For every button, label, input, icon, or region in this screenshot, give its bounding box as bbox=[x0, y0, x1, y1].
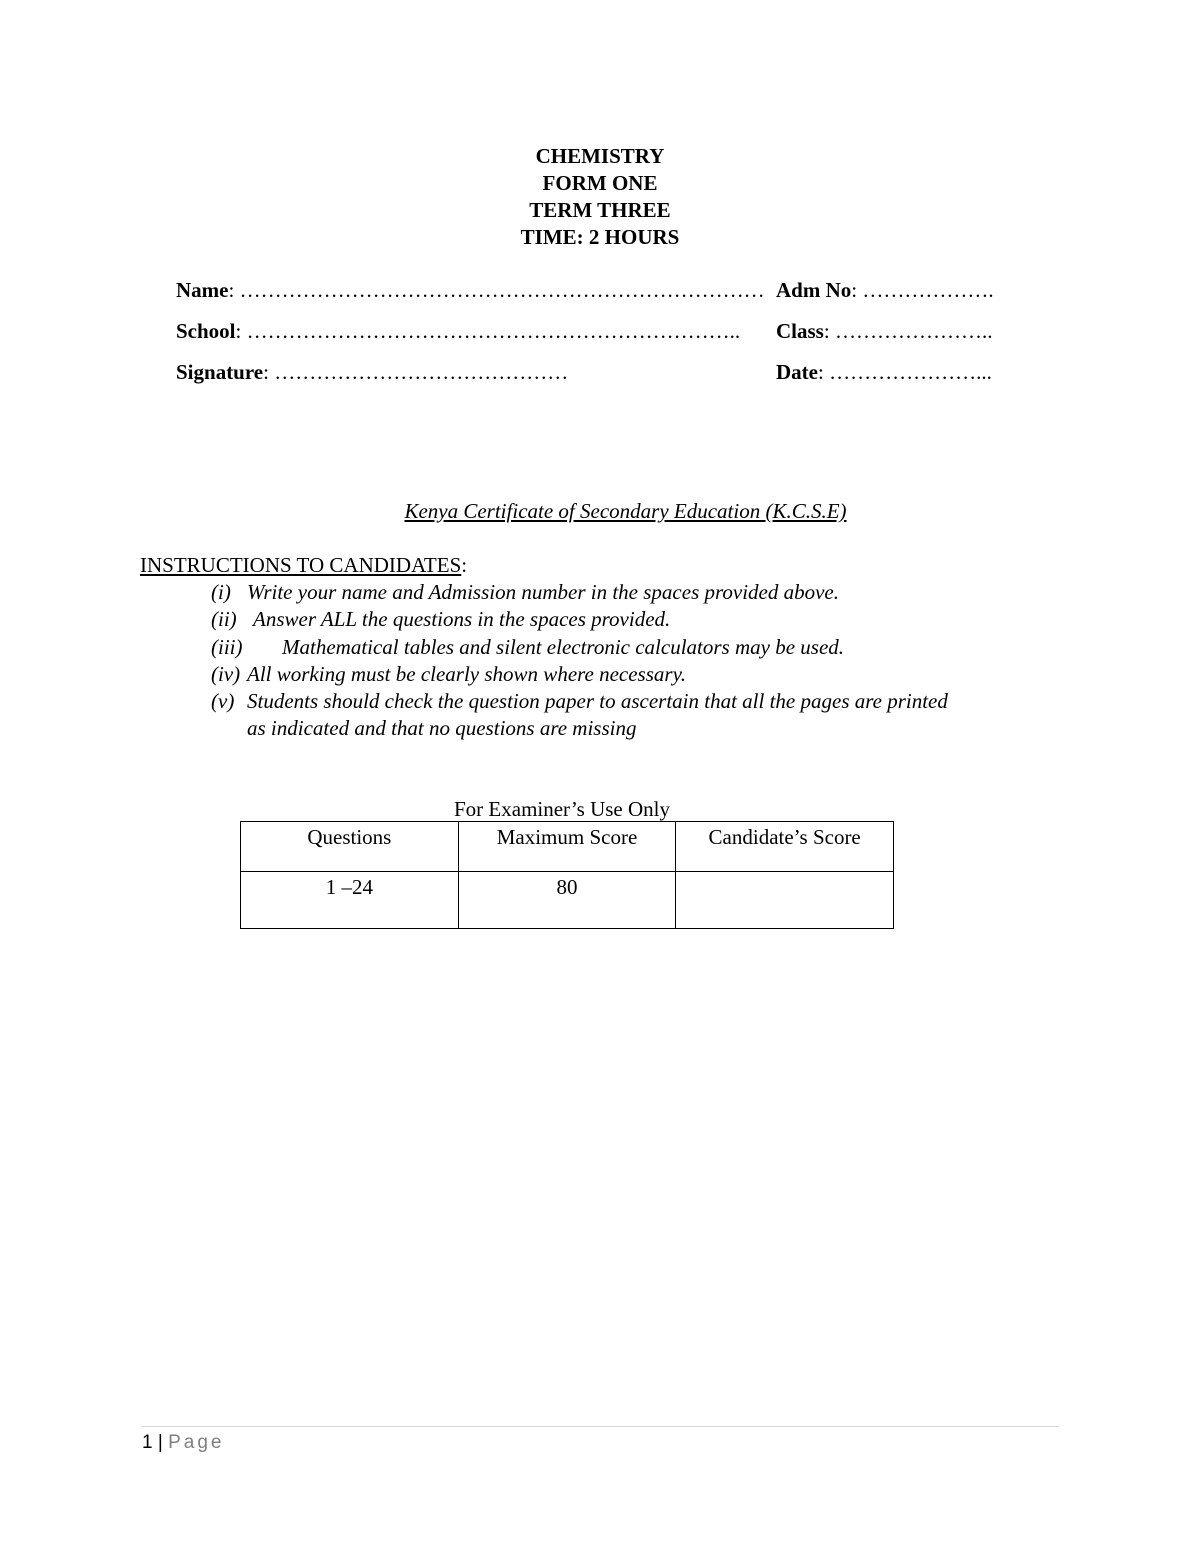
footer-divider bbox=[142, 1426, 1059, 1427]
title-block bbox=[0, 143, 1200, 251]
page-number: 1 bbox=[142, 1432, 153, 1453]
instructions-heading-text: INSTRUCTIONS TO CANDIDATES bbox=[140, 553, 462, 577]
instruction-item bbox=[211, 635, 844, 660]
header-maximum-score: Maximum Score bbox=[458, 822, 676, 872]
instruction-item bbox=[211, 580, 839, 605]
class-field bbox=[776, 319, 992, 344]
instructions-heading bbox=[140, 553, 467, 578]
date-label: Date bbox=[776, 360, 818, 384]
footer-separator: | bbox=[152, 1432, 169, 1453]
school-field bbox=[176, 319, 740, 344]
instruction-text: Mathematical tables and silent electronic calculators may be used. bbox=[282, 635, 845, 659]
signature-field bbox=[176, 360, 568, 385]
instruction-item bbox=[211, 689, 948, 714]
school-dots: : …………………………………………………………….. bbox=[235, 319, 741, 343]
class-label: Class bbox=[776, 319, 824, 343]
school-label: School bbox=[176, 319, 236, 343]
instruction-text: Write your name and Admission number in the spaces provided above. bbox=[247, 580, 839, 604]
adm-no-field bbox=[776, 278, 994, 303]
instruction-number: (iii) bbox=[211, 635, 243, 659]
instruction-text: Answer ALL the questions in the spaces provided. bbox=[253, 607, 671, 631]
form-title: FORM ONE bbox=[542, 171, 658, 195]
page-footer bbox=[142, 1432, 224, 1454]
time-title: TIME: 2 HOURS bbox=[520, 225, 680, 249]
instruction-number: (iv) bbox=[211, 662, 241, 686]
table-row bbox=[241, 872, 894, 929]
instruction-number: (ii) bbox=[211, 607, 237, 631]
name-field bbox=[176, 278, 765, 303]
examiner-table-caption: For Examiner’s Use Only bbox=[454, 797, 670, 821]
table-header-row bbox=[241, 822, 894, 872]
subject-title: CHEMISTRY bbox=[535, 144, 665, 168]
date-field bbox=[776, 360, 992, 385]
page-word: Page bbox=[168, 1432, 225, 1453]
term-title: TERM THREE bbox=[529, 198, 671, 222]
name-dots: : ………………………………………………………………… bbox=[228, 278, 765, 302]
examiner-score-table bbox=[240, 821, 894, 929]
header-questions: Questions bbox=[241, 822, 459, 872]
date-dots: : …………………... bbox=[817, 360, 992, 384]
instruction-continuation: as indicated and that no questions are missing bbox=[247, 716, 637, 740]
class-dots: : ………………….. bbox=[823, 319, 993, 343]
signature-dots: : …………………………………… bbox=[263, 360, 569, 384]
exam-body-title: Kenya Certificate of Secondary Education (K.C.S.E) bbox=[404, 499, 847, 523]
cell-candidate-score bbox=[676, 872, 894, 929]
signature-label: Signature bbox=[176, 360, 264, 384]
instruction-text: All working must be clearly shown where necessary. bbox=[247, 662, 686, 686]
instructions-heading-colon: : bbox=[461, 553, 468, 577]
instruction-text: Students should check the question paper to ascertain that all the pages are printed bbox=[247, 689, 948, 713]
header-candidate-score: Candidate’s Score bbox=[676, 822, 894, 872]
instruction-item bbox=[211, 607, 670, 632]
adm-no-dots: : ………………. bbox=[851, 278, 994, 302]
instruction-number: (i) bbox=[211, 580, 231, 604]
adm-no-label: Adm No bbox=[776, 278, 852, 302]
instruction-number: (v) bbox=[211, 689, 235, 713]
cell-maximum-score: 80 bbox=[458, 872, 676, 929]
cell-questions: 1 –24 bbox=[241, 872, 459, 929]
name-label: Name bbox=[176, 278, 229, 302]
instruction-item bbox=[211, 662, 686, 687]
